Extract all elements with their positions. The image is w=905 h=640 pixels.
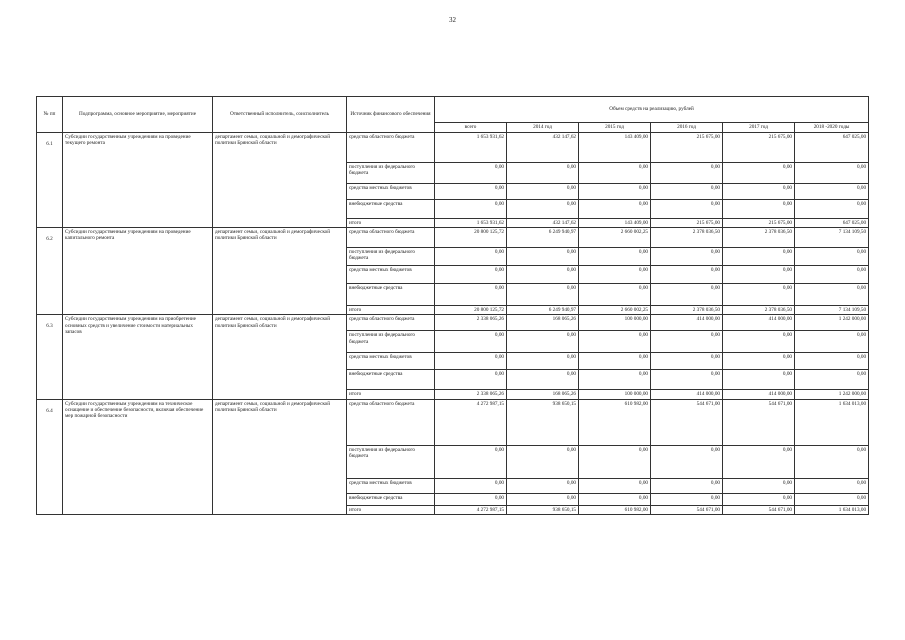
header-volume: Объем средств на реализацию, рублей [435,97,869,123]
amount-cell: 0,00 [723,353,795,370]
amount-cell: 544 671,00 [723,399,795,445]
amount-cell: 0,00 [795,284,869,306]
funding-source: средства областного бюджета [347,315,435,331]
item-responsible: департамент семьи, социальной и демографической политики Брянской области [213,399,347,514]
amount-cell: 168 065,26 [507,315,579,331]
header-year: 2018 -2020 годы [795,123,869,133]
amount-cell: 6 249 940,97 [507,306,579,315]
amount-cell: 610 982,00 [579,505,651,514]
amount-cell: 0,00 [507,370,579,390]
amount-cell: 100 000,00 [579,390,651,399]
amount-cell: 0,00 [723,445,795,478]
amount-cell: 2 660 002,25 [579,228,651,248]
item-name: Субсидии государственным учреждениям на проведение капитального ремонта [63,228,213,315]
header-name: Подпрограмма, основное мероприятие, мероприятие [63,97,213,133]
amount-cell: 0,00 [795,370,869,390]
amount-cell: 7 134 109,50 [795,306,869,315]
amount-cell: 0,00 [795,266,869,284]
amount-cell: 0,00 [651,284,723,306]
amount-cell: 4 272 987,15 [435,399,507,445]
amount-cell: 0,00 [723,163,795,184]
amount-cell: 0,00 [651,445,723,478]
header-source: Источник финансового обеспечения [347,97,435,133]
amount-cell: 0,00 [435,284,507,306]
amount-cell: 20 800 125,72 [435,228,507,248]
funding-source: итого [347,390,435,399]
amount-cell: 0,00 [579,163,651,184]
amount-cell: 2 660 002,25 [579,306,651,315]
amount-cell: 544 671,00 [723,505,795,514]
amount-cell: 6 249 940,97 [507,228,579,248]
amount-cell: 215 675,00 [651,219,723,228]
header-year: 2017 год [723,123,795,133]
amount-cell: 0,00 [579,184,651,200]
amount-cell: 4 272 987,15 [435,505,507,514]
funding-source: внебюджетные средства [347,370,435,390]
amount-cell: 0,00 [723,200,795,219]
table-row [37,228,869,248]
amount-cell: 0,00 [723,248,795,266]
amount-cell: 0,00 [507,266,579,284]
amount-cell: 2 378 036,50 [651,306,723,315]
header-year: 2015 год [579,123,651,133]
header-year: 2016 год [651,123,723,133]
item-name: Субсидии государственным учреждениям на приобретение основных средств и увеличение стоимости материальных запасов [63,315,213,399]
amount-cell: 0,00 [435,445,507,478]
amount-cell: 0,00 [579,370,651,390]
amount-cell: 0,00 [507,184,579,200]
amount-cell: 0,00 [723,370,795,390]
amount-cell: 647 025,00 [795,133,869,163]
amount-cell: 0,00 [795,331,869,353]
amount-cell: 100 000,00 [579,315,651,331]
amount-cell: 0,00 [651,200,723,219]
amount-cell: 1 634 013,00 [795,399,869,445]
amount-cell: 0,00 [507,331,579,353]
amount-cell: 0,00 [435,200,507,219]
amount-cell: 0,00 [435,353,507,370]
amount-cell: 0,00 [507,493,579,505]
amount-cell: 432 147,62 [507,133,579,163]
amount-cell: 2 378 036,50 [723,228,795,248]
amount-cell: 0,00 [435,493,507,505]
funding-source: итого [347,306,435,315]
amount-cell: 0,00 [651,248,723,266]
amount-cell: 0,00 [723,266,795,284]
funding-source: поступления из федерального бюджета [347,248,435,266]
funding-source: поступления из федерального бюджета [347,445,435,478]
table-row [37,399,869,445]
amount-cell: 414 000,00 [651,315,723,331]
amount-cell: 2 378 036,50 [723,306,795,315]
funding-source: средства местных бюджетов [347,353,435,370]
amount-cell: 215 675,00 [723,219,795,228]
amount-cell: 0,00 [795,184,869,200]
funding-source: внебюджетные средства [347,200,435,219]
amount-cell: 0,00 [507,284,579,306]
header-year: всего [435,123,507,133]
amount-cell: 0,00 [507,445,579,478]
amount-cell: 0,00 [723,184,795,200]
amount-cell: 1 242 000,00 [795,390,869,399]
amount-cell: 0,00 [507,353,579,370]
item-responsible: департамент семьи, социальной и демографической политики Брянской области [213,133,347,228]
amount-cell: 0,00 [579,353,651,370]
amount-cell: 0,00 [723,478,795,493]
funding-source: внебюджетные средства [347,493,435,505]
amount-cell: 0,00 [507,248,579,266]
amount-cell: 544 671,00 [651,399,723,445]
table-row [37,315,869,331]
header-no: № пп [37,97,63,133]
funding-source: итого [347,505,435,514]
funding-source: средства местных бюджетов [347,478,435,493]
amount-cell: 0,00 [579,331,651,353]
funding-source: средства местных бюджетов [347,184,435,200]
amount-cell: 610 982,00 [579,399,651,445]
amount-cell: 2 338 065,26 [435,315,507,331]
funding-source: средства областного бюджета [347,228,435,248]
amount-cell: 0,00 [795,493,869,505]
amount-cell: 0,00 [651,163,723,184]
amount-cell: 414 000,00 [723,390,795,399]
amount-cell: 647 025,00 [795,219,869,228]
amount-cell: 0,00 [723,284,795,306]
header-year: 2014 год [507,123,579,133]
amount-cell: 0,00 [651,184,723,200]
amount-cell: 938 650,15 [507,505,579,514]
funding-source: внебюджетные средства [347,284,435,306]
amount-cell: 215 675,00 [651,133,723,163]
amount-cell: 0,00 [579,478,651,493]
amount-cell: 0,00 [651,493,723,505]
amount-cell: 0,00 [795,200,869,219]
amount-cell: 168 065,26 [507,390,579,399]
header-responsible: Ответственный исполнитель, соисполнитель [213,97,347,133]
amount-cell: 0,00 [435,331,507,353]
amount-cell: 0,00 [579,200,651,219]
amount-cell: 1 653 931,62 [435,219,507,228]
funding-source: итого [347,219,435,228]
amount-cell: 0,00 [435,370,507,390]
amount-cell: 1 653 931,62 [435,133,507,163]
item-name: Субсидии государственным учреждениям на проведение текущего ремонта [63,133,213,228]
amount-cell: 0,00 [435,163,507,184]
page-number: 32 [449,16,456,24]
amount-cell: 414 000,00 [723,315,795,331]
amount-cell: 0,00 [507,478,579,493]
amount-cell: 0,00 [795,445,869,478]
funding-source: средства областного бюджета [347,399,435,445]
amount-cell: 2 378 036,50 [651,228,723,248]
item-responsible: департамент семьи, социальной и демографической политики Брянской области [213,315,347,399]
amount-cell: 7 134 109,50 [795,228,869,248]
amount-cell: 0,00 [795,163,869,184]
amount-cell: 0,00 [579,248,651,266]
table-row [37,133,869,163]
amount-cell: 0,00 [651,331,723,353]
amount-cell: 0,00 [435,184,507,200]
amount-cell: 1 634 013,00 [795,505,869,514]
amount-cell: 938 650,15 [507,399,579,445]
budget-table [36,96,869,515]
amount-cell: 143 409,00 [579,219,651,228]
amount-cell: 544 671,00 [651,505,723,514]
amount-cell: 0,00 [507,200,579,219]
amount-cell: 0,00 [507,163,579,184]
funding-source: средства областного бюджета [347,133,435,163]
item-number: 6.1 [37,133,63,228]
item-number: 6.3 [37,315,63,399]
amount-cell: 0,00 [579,445,651,478]
amount-cell: 0,00 [723,493,795,505]
funding-source: средства местных бюджетов [347,266,435,284]
amount-cell: 0,00 [435,248,507,266]
item-number: 6.2 [37,228,63,315]
amount-cell: 0,00 [651,370,723,390]
amount-cell: 0,00 [723,331,795,353]
amount-cell: 20 800 125,72 [435,306,507,315]
amount-cell: 0,00 [579,266,651,284]
item-name: Субсидии государственным учреждениям на техническое оснащение и обеспечение безопасности, включая обеспечение мер пожарной безопасности [63,399,213,514]
amount-cell: 432 147,62 [507,219,579,228]
amount-cell: 0,00 [795,248,869,266]
amount-cell: 143 409,00 [579,133,651,163]
amount-cell: 0,00 [651,266,723,284]
funding-source: поступления из федерального бюджета [347,331,435,353]
amount-cell: 1 242 000,00 [795,315,869,331]
amount-cell: 414 000,00 [651,390,723,399]
item-responsible: департамент семьи, социальной и демографической политики Брянской области [213,228,347,315]
amount-cell: 0,00 [579,284,651,306]
amount-cell: 0,00 [435,266,507,284]
amount-cell: 215 675,00 [723,133,795,163]
funding-source: поступления из федерального бюджета [347,163,435,184]
item-number: 6.4 [37,399,63,514]
amount-cell: 0,00 [651,478,723,493]
amount-cell: 0,00 [795,353,869,370]
amount-cell: 2 338 065,26 [435,390,507,399]
amount-cell: 0,00 [579,493,651,505]
amount-cell: 0,00 [435,478,507,493]
amount-cell: 0,00 [651,353,723,370]
amount-cell: 0,00 [795,478,869,493]
